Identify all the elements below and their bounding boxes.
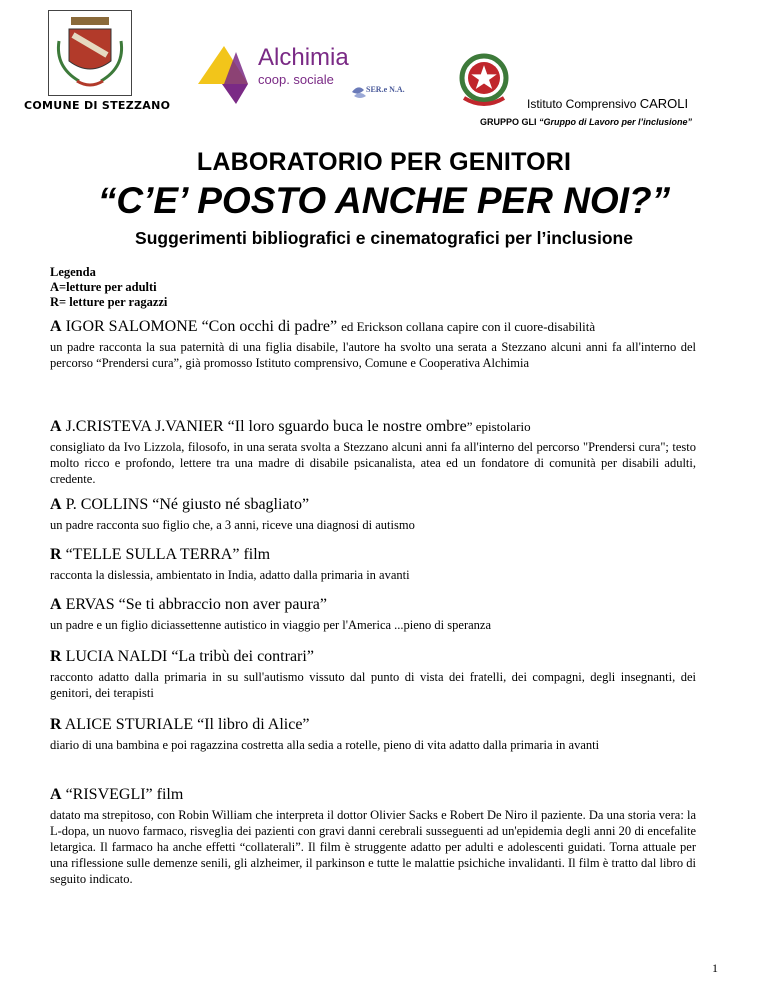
entry-salomone bbox=[50, 318, 696, 371]
entry-heading bbox=[50, 786, 696, 804]
entry-heading bbox=[50, 716, 696, 734]
entry-description: racconto adatto dalla primaria in su sull'autismo vissuto dal punto di vista dei fratelli, dei compagni, degli insegnanti, dei genitori, dei terapisti bbox=[50, 670, 696, 700]
entry-title: “RISVEGLI” film bbox=[65, 786, 184, 803]
entry-tag: A bbox=[50, 318, 62, 335]
entry-description: consigliato da Ivo Lizzola, filosofo, in una serata svolta a Stezzano alcuni anni fa all'interno del percorso "Prendersi cura"; testo molto ricco e profondo, lettere tra una madre di disabile psicanalista, atea ed un fondatore di comunità per disabili adulti, credente. bbox=[50, 440, 696, 486]
istituto-prefix: Istituto Comprensivo bbox=[527, 97, 637, 111]
entry-naldi bbox=[50, 648, 696, 701]
entry-description: un padre racconta la sua paternità di una figlia disabile, l'autore ha svolto una serata a Stezzano alcuni anni fa all'interno del percorso “Prendersi cura”, già promosso Istituto comprensivo, Comune e Cooperativa Alchimia bbox=[50, 340, 696, 370]
gruppo-gli-label bbox=[480, 117, 692, 127]
entry-telle-sulla-terra bbox=[50, 546, 696, 583]
document-subtitle: Suggerimenti bibliografici e cinematografici per l’inclusione bbox=[135, 228, 633, 248]
entry-heading bbox=[50, 418, 696, 436]
entry-tag: R bbox=[50, 648, 62, 665]
entry-title-extra: ” epistolario bbox=[466, 419, 531, 434]
entry-title: J.CRISTEVA J.VANIER “Il loro sguardo buca le nostre ombre bbox=[65, 418, 467, 435]
entry-description: un padre racconta suo figlio che, a 3 anni, riceve una diagnosi di autismo bbox=[50, 518, 415, 532]
alchimia-name: Alchimia bbox=[258, 44, 349, 71]
legend-item-a: A=letture per adulti bbox=[50, 280, 157, 294]
entry-tag: A bbox=[50, 418, 62, 435]
entry-tag: R bbox=[50, 546, 62, 563]
serena-text: SER.e N.A. bbox=[366, 85, 405, 94]
entry-risvegli bbox=[50, 786, 696, 887]
entry-description: diario di una bambina e poi ragazzina costretta alla sedia a rotelle, pieno di vita adatto dalla primaria in avanti bbox=[50, 738, 600, 752]
entry-description: un padre e un figlio diciassettenne autistico in viaggio per l'America ...pieno di speranza bbox=[50, 618, 491, 632]
entry-heading bbox=[50, 318, 696, 336]
entry-heading bbox=[50, 546, 696, 564]
comune-label: COMUNE DI STEZZANO bbox=[24, 99, 171, 112]
entry-ervas bbox=[50, 596, 696, 633]
entry-title-extra: ed Erickson collana capire con il cuore-disabilità bbox=[341, 319, 596, 334]
entry-heading bbox=[50, 596, 696, 614]
gruppo-prefix: GRUPPO GLI bbox=[480, 117, 537, 127]
istituto-label bbox=[527, 96, 688, 111]
entry-title: “TELLE SULLA TERRA” film bbox=[65, 546, 271, 563]
entry-tag: R bbox=[50, 716, 62, 733]
entry-tag: A bbox=[50, 596, 62, 613]
comune-crest-logo bbox=[48, 10, 132, 96]
legend-title: Legenda bbox=[50, 265, 96, 279]
gruppo-italic: “Gruppo di Lavoro per l’inclusione” bbox=[539, 117, 693, 127]
entry-heading bbox=[50, 496, 696, 514]
entry-tag: A bbox=[50, 786, 62, 803]
entry-tag: A bbox=[50, 496, 62, 513]
italian-republic-emblem bbox=[452, 50, 516, 110]
document-title: LABORATORIO PER GENITORI bbox=[196, 148, 572, 176]
entry-description: racconta la dislessia, ambientato in India, adatto dalla primaria in avanti bbox=[50, 568, 410, 582]
document-main-title: “C’E’ POSTO ANCHE PER NOI?” bbox=[97, 180, 671, 221]
entry-title: LUCIA NALDI “La tribù dei contrari” bbox=[65, 648, 314, 665]
entry-title: ERVAS “Se ti abbraccio non aver paura” bbox=[65, 596, 328, 613]
entry-heading bbox=[50, 648, 696, 666]
entry-description: datato ma strepitoso, con Robin William che interpreta il dottor Olivier Sacks e Robert De Niro il paziente. Da una storia vera: la L-dopa, un nuovo farmaco, risveglia dei pazienti con gravi danni cerebrali susseguenti ad un'epidemia degli anni 20 di encefalite letargica. Il farmaco ha anche effetti “collaterali”. Il film è struggente adatto per adulti e adolescenti guidati. Torna attuale per una riflessione sulle demenze senili, gli alzheimer, il parkinson e tutte le malattie psichiche invalidanti. Il film è tratto dal libro di seguito indicato. bbox=[50, 808, 696, 886]
entry-title: ALICE STURIALE “Il libro di Alice” bbox=[64, 716, 310, 733]
alchimia-subtitle: coop. sociale bbox=[258, 72, 334, 87]
legend bbox=[50, 265, 167, 310]
istituto-name: CAROLI bbox=[639, 96, 689, 111]
entry-title: P. COLLINS “Né giusto né sbagliato” bbox=[65, 496, 310, 513]
entry-collins bbox=[50, 496, 696, 533]
entry-title: IGOR SALOMONE “Con occhi di padre” bbox=[65, 318, 338, 335]
page-number: 1 bbox=[712, 961, 718, 975]
entry-sturiale bbox=[50, 716, 696, 753]
entry-cristeva-vanier bbox=[50, 418, 696, 487]
legend-item-r: R= letture per ragazzi bbox=[50, 295, 168, 309]
